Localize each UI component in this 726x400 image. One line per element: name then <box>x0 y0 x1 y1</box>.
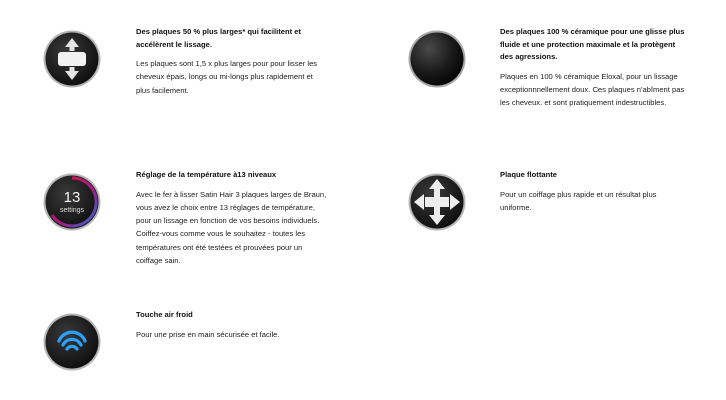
settings-number: 13 <box>63 189 81 206</box>
feature-title: Réglage de la température à13 niveaux <box>136 170 277 179</box>
feature-description: Pour un coiffage plus rapide et un résultat plus uniforme. <box>500 189 657 212</box>
settings-label: settings <box>59 207 85 214</box>
feature-title: Plaque flottante <box>500 170 557 179</box>
cool-air-icon <box>43 313 101 371</box>
feature-title: Des plaques 100 % céramique pour une glisse plus fluide et une protection maximale et la protègent des agressions. <box>500 27 685 61</box>
feature-title: Touche air froid <box>136 310 193 319</box>
wide-plates-icon <box>43 30 101 88</box>
feature-title: Des plaques 50 % plus larges* qui facilitent et accélèrent le lissage. <box>136 27 302 49</box>
feature-description: Plaques en 100 % céramique Eloxal, pour un lissage exceptionnnellement doux. Ces plaques n'abîment pas les cheveux. et sont pratiquement indestructibles. <box>500 71 685 108</box>
feature-description: Pour une prise en main sécurisée et facile. <box>136 329 280 339</box>
floating-plate-icon <box>408 173 466 231</box>
temperature-settings-icon <box>43 173 101 231</box>
feature-description: Les plaques sont 1,5 x plus larges pour pour lisser les cheveux épais, longs ou mi-longs plus rapidement et plus facilement. <box>136 59 318 95</box>
ceramic-plate-icon <box>408 30 466 88</box>
feature-description: Avec le fer à lisser Satin Hair 3 plaques larges de Braun, vous avez le choix entre 13 réglages de température, pour un lissage en fonction de vos besoins individuels. Coiffez-vous comme vous le souhaitez - toutes les températures ont été testées et prouvées pour un coiffage sain. <box>136 189 327 265</box>
